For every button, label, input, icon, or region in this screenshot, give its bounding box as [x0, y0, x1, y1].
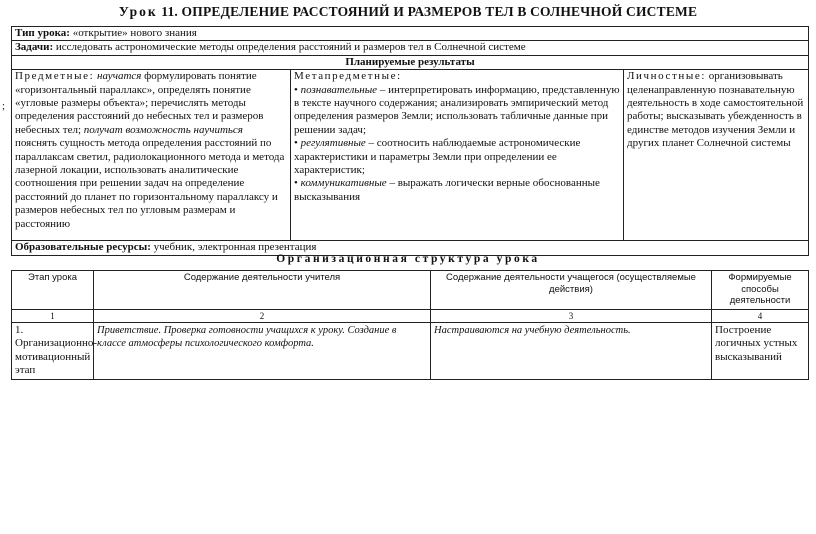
tasks-value: исследовать астрономические методы определения расстояний и размеров тел в Солнечной системе [55, 41, 526, 54]
student-activity-cell: Настраиваются на учебную деятельность. [431, 323, 712, 380]
personal-results-cell [624, 70, 809, 241]
results-header: Планируемые результаты [12, 55, 809, 69]
tasks-row [12, 41, 809, 55]
meta-item-cognitive: • познавательные – интерпретировать информацию, представленную в тексте научного содержания; анализировать эмпирический метод определения размеров Земли; использовать табличные данные при решении задач; [294, 83, 620, 136]
results-header-row [12, 55, 809, 69]
stage-cell: 1. Организационно-мотивационный этап [12, 323, 94, 380]
margin-mark: ; [2, 100, 6, 112]
lesson-title [0, 4, 816, 20]
lesson-type-label: Тип урока: [15, 27, 70, 39]
meta-text-cognitive: – интерпретировать информацию, представленную в тексте научного содержания; анализировать эмпирический метод определения размеров Земли; использовать табличные данные при решении задач; [294, 83, 620, 136]
header-student: Содержание деятельности учащегося (осуществляемые действия) [431, 271, 712, 310]
skills-cell: Построение логичных устных высказываний [712, 323, 809, 380]
lesson-plan-table [11, 26, 809, 256]
table-row [12, 323, 809, 380]
personal-label: Личностные: [627, 70, 707, 83]
meta-text-regulative: – соотносить наблюдаемые астрономические характеристики и параметры Земли при определении ее характеристик; [294, 137, 581, 177]
column-number-row [12, 310, 809, 323]
meta-text-communicative: – выражать логически верные обоснованные высказывания [294, 177, 600, 203]
structure-header-row [12, 271, 809, 310]
header-skills: Формируемые способы деятельности [712, 271, 809, 310]
results-row [12, 70, 809, 241]
subject-text-2: пояснять сущность метода определения расстояний по параллаксам светил, радиолокационного метода и метода лазерной локации, использовать аналитические соотношения при решении задач на определение расстояний до планет по горизонтальному параллаксу и размеров небесных тел по угловым размерам и расстоянию [15, 137, 285, 230]
subject-text-1: формулировать понятие «горизонтальный параллакс», определять понятие «угловые размеры объекта»; перечислять методы определения расстояний до небесных тел и размеров небесных тел; [15, 70, 264, 136]
meta-keyword-cognitive: познавательные [300, 83, 378, 96]
tasks-label: Задачи: [15, 41, 54, 54]
meta-label: Метапредметные: [294, 70, 402, 83]
subject-keyword-2: получат возможность научиться [83, 123, 243, 136]
header-teacher: Содержание деятельности учителя [94, 271, 431, 310]
subject-label: Предметные: [15, 70, 95, 83]
lesson-title-text: 11. ОПРЕДЕЛЕНИЕ РАССТОЯНИЙ И РАЗМЕРОВ ТЕЛ В СОЛНЕЧНОЙ СИСТЕМЕ [161, 4, 698, 19]
header-stage: Этап урока [12, 271, 94, 310]
subject-keyword-1: научатся [97, 70, 142, 83]
meta-keyword-regulative: регулятивные [300, 137, 366, 150]
meta-results-cell [291, 70, 624, 241]
column-number: 4 [712, 310, 809, 323]
column-number: 1 [12, 310, 94, 323]
subject-results-cell [12, 70, 291, 241]
lesson-type-row [12, 27, 809, 41]
lesson-title-lead: Урок [118, 4, 158, 19]
meta-item-regulative: • регулятивные – соотносить наблюдаемые астрономические характеристики и параметры Земли при определении ее характеристик; [294, 137, 581, 177]
column-number: 3 [431, 310, 712, 323]
column-number: 2 [94, 310, 431, 323]
lesson-structure-table [11, 270, 809, 380]
resources-value: учебник, электронная презентация [153, 241, 317, 254]
teacher-activity-cell: Приветствие. Проверка готовности учащихся к уроку. Создание в классе атмосферы психологического комфорта. [94, 323, 431, 380]
structure-heading: Организационная структура урока [276, 253, 540, 265]
lesson-type-value: «открытие» нового знания [72, 27, 197, 39]
resources-label: Образовательные ресурсы: [15, 241, 151, 254]
meta-keyword-communicative: коммуникативные [300, 177, 387, 190]
personal-text: организовывать целенаправленную познавательную деятельность в ходе самостоятельной работы; высказывать убежденность в единстве методов изучения Земли и других планет Солнечной системы [627, 70, 804, 150]
meta-item-communicative: • коммуникативные – выражать логически верные обоснованные высказывания [294, 177, 600, 203]
